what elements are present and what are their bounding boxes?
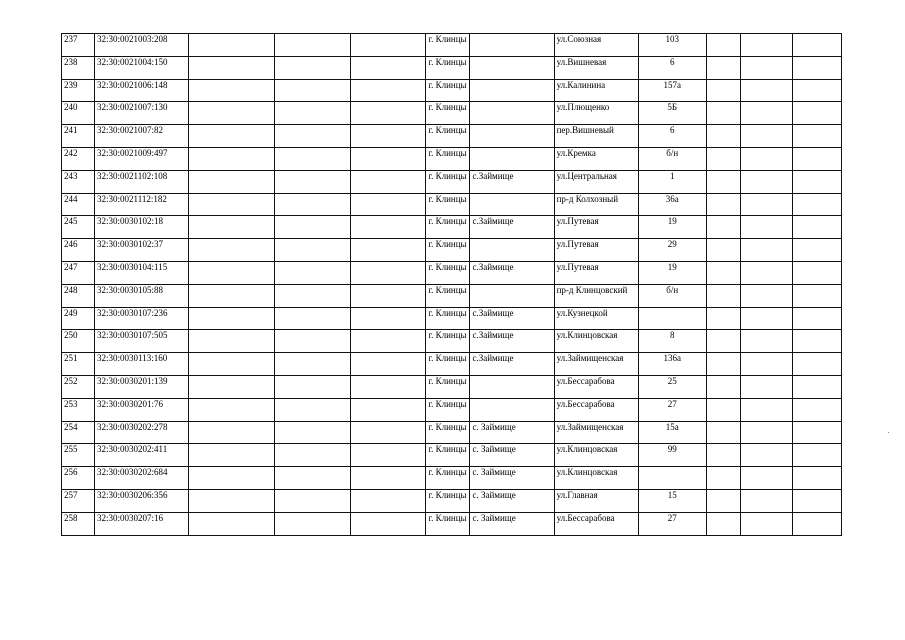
cadastral-number: 32:30:0030206:356 [95, 489, 189, 512]
table-row [62, 261, 842, 284]
cadastral-number: 32:30:0030105:88 [95, 284, 189, 307]
row-number: 240 [62, 102, 95, 125]
street-cell: пр-д Клинцовский [554, 284, 638, 307]
table-row [62, 307, 842, 330]
village-cell [470, 125, 554, 148]
empty-cell [275, 330, 351, 353]
empty-cell [351, 147, 426, 170]
village-cell [470, 102, 554, 125]
empty-cell [740, 147, 792, 170]
empty-cell [351, 193, 426, 216]
empty-cell [740, 489, 792, 512]
empty-cell [792, 330, 841, 353]
empty-cell [740, 307, 792, 330]
empty-cell [275, 489, 351, 512]
street-cell: ул.Клинцовская [554, 330, 638, 353]
city-cell: г. Клинцы [426, 56, 470, 79]
row-number: 238 [62, 56, 95, 79]
empty-cell [351, 216, 426, 239]
empty-cell [275, 421, 351, 444]
cadastral-number: 32:30:0021112:182 [95, 193, 189, 216]
cadastral-number: 32:30:0030104:115 [95, 261, 189, 284]
empty-cell [706, 375, 740, 398]
empty-cell [189, 330, 275, 353]
village-cell [470, 193, 554, 216]
village-cell: с. Займище [470, 467, 554, 490]
empty-cell [275, 261, 351, 284]
registry-rows [62, 34, 842, 536]
empty-cell [740, 125, 792, 148]
empty-cell [706, 512, 740, 535]
empty-cell [275, 444, 351, 467]
house-number: 103 [638, 34, 706, 57]
street-cell: ул.Плющенко [554, 102, 638, 125]
village-cell [470, 239, 554, 262]
empty-cell [189, 398, 275, 421]
city-cell: г. Клинцы [426, 170, 470, 193]
empty-cell [706, 147, 740, 170]
row-number: 252 [62, 375, 95, 398]
empty-cell [792, 444, 841, 467]
empty-cell [351, 512, 426, 535]
house-number: 157а [638, 79, 706, 102]
street-cell: ул.Клинцовская [554, 467, 638, 490]
empty-cell [740, 56, 792, 79]
village-cell: с. Займище [470, 421, 554, 444]
table-row [62, 398, 842, 421]
village-cell [470, 147, 554, 170]
empty-cell [351, 444, 426, 467]
table-row [62, 79, 842, 102]
street-cell: пер.Вишневый [554, 125, 638, 148]
empty-cell [351, 170, 426, 193]
empty-cell [740, 284, 792, 307]
street-cell: ул.Калинина [554, 79, 638, 102]
empty-cell [740, 353, 792, 376]
village-cell: с.Займище [470, 170, 554, 193]
cadastral-number: 32:30:0030107:236 [95, 307, 189, 330]
empty-cell [275, 375, 351, 398]
city-cell: г. Клинцы [426, 444, 470, 467]
table-row [62, 239, 842, 262]
city-cell: г. Клинцы [426, 284, 470, 307]
empty-cell [792, 147, 841, 170]
empty-cell [351, 239, 426, 262]
street-cell: ул.Путевая [554, 216, 638, 239]
house-number: 99 [638, 444, 706, 467]
cadastral-number: 32:30:0021006:148 [95, 79, 189, 102]
empty-cell [792, 193, 841, 216]
row-number: 258 [62, 512, 95, 535]
empty-cell [351, 353, 426, 376]
empty-cell [189, 125, 275, 148]
empty-cell [740, 102, 792, 125]
house-number: 19 [638, 216, 706, 239]
empty-cell [189, 147, 275, 170]
empty-cell [792, 489, 841, 512]
city-cell: г. Клинцы [426, 261, 470, 284]
registry-table [61, 33, 842, 536]
house-number: 1 [638, 170, 706, 193]
empty-cell [740, 193, 792, 216]
table-row [62, 147, 842, 170]
table-row [62, 467, 842, 490]
street-cell: ул.Клинцовская [554, 444, 638, 467]
city-cell: г. Клинцы [426, 421, 470, 444]
empty-cell [351, 467, 426, 490]
city-cell: г. Клинцы [426, 239, 470, 262]
row-number: 248 [62, 284, 95, 307]
empty-cell [351, 421, 426, 444]
street-cell: ул.Кузнецкой [554, 307, 638, 330]
empty-cell [740, 512, 792, 535]
cadastral-number: 32:30:0021003:208 [95, 34, 189, 57]
empty-cell [706, 34, 740, 57]
city-cell: г. Клинцы [426, 467, 470, 490]
street-cell: ул.Кремка [554, 147, 638, 170]
street-cell: ул.Бессарабова [554, 512, 638, 535]
table-row [62, 102, 842, 125]
row-number: 255 [62, 444, 95, 467]
empty-cell [189, 353, 275, 376]
empty-cell [275, 216, 351, 239]
empty-cell [792, 216, 841, 239]
empty-cell [351, 79, 426, 102]
empty-cell [706, 444, 740, 467]
table-row [62, 125, 842, 148]
empty-cell [189, 102, 275, 125]
empty-cell [706, 79, 740, 102]
table-row [62, 353, 842, 376]
row-number: 257 [62, 489, 95, 512]
village-cell: с.Займище [470, 307, 554, 330]
house-number: 136а [638, 353, 706, 376]
empty-cell [275, 284, 351, 307]
village-cell [470, 56, 554, 79]
house-number: 27 [638, 398, 706, 421]
cadastral-number: 32:30:0030201:139 [95, 375, 189, 398]
row-number: 250 [62, 330, 95, 353]
empty-cell [275, 79, 351, 102]
house-number: 15 [638, 489, 706, 512]
cadastral-number: 32:30:0030202:684 [95, 467, 189, 490]
cadastral-number: 32:30:0030113:160 [95, 353, 189, 376]
empty-cell [740, 375, 792, 398]
row-number: 254 [62, 421, 95, 444]
house-number: 36а [638, 193, 706, 216]
row-number: 244 [62, 193, 95, 216]
row-number: 251 [62, 353, 95, 376]
house-number: 8 [638, 330, 706, 353]
city-cell: г. Клинцы [426, 398, 470, 421]
empty-cell [740, 421, 792, 444]
row-number: 253 [62, 398, 95, 421]
empty-cell [792, 512, 841, 535]
empty-cell [792, 125, 841, 148]
empty-cell [275, 467, 351, 490]
cadastral-number: 32:30:0030207:16 [95, 512, 189, 535]
empty-cell [740, 79, 792, 102]
table-row [62, 170, 842, 193]
village-cell: с.Займище [470, 330, 554, 353]
empty-cell [740, 239, 792, 262]
house-number [638, 467, 706, 490]
city-cell: г. Клинцы [426, 512, 470, 535]
row-number: 249 [62, 307, 95, 330]
empty-cell [351, 307, 426, 330]
village-cell [470, 284, 554, 307]
city-cell: г. Клинцы [426, 125, 470, 148]
empty-cell [275, 239, 351, 262]
city-cell: г. Клинцы [426, 216, 470, 239]
row-number: 246 [62, 239, 95, 262]
empty-cell [792, 284, 841, 307]
empty-cell [740, 398, 792, 421]
empty-cell [792, 421, 841, 444]
table-row [62, 330, 842, 353]
empty-cell [706, 421, 740, 444]
cadastral-number: 32:30:0030202:278 [95, 421, 189, 444]
empty-cell [275, 512, 351, 535]
cadastral-number: 32:30:0021007:130 [95, 102, 189, 125]
cadastral-number: 32:30:0021102:108 [95, 170, 189, 193]
empty-cell [351, 261, 426, 284]
empty-cell [351, 34, 426, 57]
house-number: 6 [638, 125, 706, 148]
scan-speck [888, 432, 889, 433]
empty-cell [792, 102, 841, 125]
house-number: 5Б [638, 102, 706, 125]
row-number: 241 [62, 125, 95, 148]
empty-cell [351, 56, 426, 79]
empty-cell [275, 125, 351, 148]
empty-cell [706, 467, 740, 490]
empty-cell [706, 489, 740, 512]
table-row [62, 216, 842, 239]
empty-cell [792, 307, 841, 330]
village-cell [470, 34, 554, 57]
empty-cell [189, 261, 275, 284]
village-cell [470, 79, 554, 102]
street-cell: ул.Главная [554, 489, 638, 512]
street-cell: ул.Бессарабова [554, 398, 638, 421]
empty-cell [275, 34, 351, 57]
empty-cell [740, 330, 792, 353]
empty-cell [275, 307, 351, 330]
cadastral-number: 32:30:0030102:18 [95, 216, 189, 239]
city-cell: г. Клинцы [426, 330, 470, 353]
city-cell: г. Клинцы [426, 375, 470, 398]
empty-cell [189, 444, 275, 467]
city-cell: г. Клинцы [426, 353, 470, 376]
empty-cell [351, 398, 426, 421]
cadastral-number: 32:30:0021009:497 [95, 147, 189, 170]
table-row [62, 421, 842, 444]
empty-cell [706, 284, 740, 307]
table-row [62, 489, 842, 512]
table-row [62, 34, 842, 57]
empty-cell [706, 56, 740, 79]
village-cell: с.Займище [470, 353, 554, 376]
house-number: 27 [638, 512, 706, 535]
city-cell: г. Клинцы [426, 102, 470, 125]
cadastral-number: 32:30:0021007:82 [95, 125, 189, 148]
city-cell: г. Клинцы [426, 34, 470, 57]
village-cell: с. Займище [470, 489, 554, 512]
empty-cell [351, 284, 426, 307]
empty-cell [706, 239, 740, 262]
empty-cell [189, 512, 275, 535]
empty-cell [792, 467, 841, 490]
village-cell: с.Займище [470, 261, 554, 284]
empty-cell [706, 193, 740, 216]
empty-cell [706, 261, 740, 284]
empty-cell [275, 56, 351, 79]
street-cell: ул.Союзная [554, 34, 638, 57]
empty-cell [275, 170, 351, 193]
village-cell: с.Займище [470, 216, 554, 239]
city-cell: г. Клинцы [426, 307, 470, 330]
city-cell: г. Клинцы [426, 489, 470, 512]
street-cell: пр-д Колхозный [554, 193, 638, 216]
village-cell [470, 375, 554, 398]
street-cell: ул.Займищенская [554, 421, 638, 444]
cadastral-number: 32:30:0030107:505 [95, 330, 189, 353]
empty-cell [706, 216, 740, 239]
cadastral-number: 32:30:0030202:411 [95, 444, 189, 467]
empty-cell [351, 125, 426, 148]
table-row [62, 512, 842, 535]
empty-cell [792, 261, 841, 284]
empty-cell [189, 34, 275, 57]
empty-cell [189, 284, 275, 307]
empty-cell [275, 398, 351, 421]
house-number [638, 307, 706, 330]
cadastral-number: 32:30:0021004:150 [95, 56, 189, 79]
empty-cell [792, 375, 841, 398]
empty-cell [351, 375, 426, 398]
empty-cell [792, 353, 841, 376]
street-cell: ул.Вишневая [554, 56, 638, 79]
row-number: 239 [62, 79, 95, 102]
empty-cell [275, 353, 351, 376]
row-number: 243 [62, 170, 95, 193]
empty-cell [706, 307, 740, 330]
house-number: 19 [638, 261, 706, 284]
empty-cell [189, 239, 275, 262]
house-number: 6 [638, 56, 706, 79]
street-cell: ул.Бессарабова [554, 375, 638, 398]
city-cell: г. Клинцы [426, 193, 470, 216]
empty-cell [351, 489, 426, 512]
house-number: 25 [638, 375, 706, 398]
empty-cell [740, 34, 792, 57]
empty-cell [275, 193, 351, 216]
empty-cell [740, 216, 792, 239]
empty-cell [706, 353, 740, 376]
house-number: б/н [638, 147, 706, 170]
table-row [62, 444, 842, 467]
empty-cell [740, 467, 792, 490]
empty-cell [792, 79, 841, 102]
house-number: 29 [638, 239, 706, 262]
empty-cell [706, 170, 740, 193]
row-number: 237 [62, 34, 95, 57]
row-number: 245 [62, 216, 95, 239]
empty-cell [706, 330, 740, 353]
city-cell: г. Клинцы [426, 79, 470, 102]
house-number: б/н [638, 284, 706, 307]
empty-cell [189, 193, 275, 216]
cadastral-number: 32:30:0030102:37 [95, 239, 189, 262]
empty-cell [706, 398, 740, 421]
empty-cell [275, 147, 351, 170]
empty-cell [189, 56, 275, 79]
village-cell: с. Займище [470, 512, 554, 535]
table-row [62, 56, 842, 79]
empty-cell [189, 307, 275, 330]
row-number: 247 [62, 261, 95, 284]
house-number: 15а [638, 421, 706, 444]
empty-cell [792, 239, 841, 262]
empty-cell [740, 170, 792, 193]
empty-cell [275, 102, 351, 125]
table-row [62, 193, 842, 216]
empty-cell [740, 444, 792, 467]
row-number: 242 [62, 147, 95, 170]
empty-cell [189, 467, 275, 490]
empty-cell [706, 102, 740, 125]
village-cell [470, 398, 554, 421]
village-cell: с. Займище [470, 444, 554, 467]
empty-cell [189, 489, 275, 512]
city-cell: г. Клинцы [426, 147, 470, 170]
table-row [62, 375, 842, 398]
empty-cell [792, 170, 841, 193]
empty-cell [792, 34, 841, 57]
empty-cell [706, 125, 740, 148]
empty-cell [189, 375, 275, 398]
street-cell: ул.Путевая [554, 261, 638, 284]
empty-cell [792, 398, 841, 421]
street-cell: ул.Путевая [554, 239, 638, 262]
empty-cell [189, 421, 275, 444]
table-row [62, 284, 842, 307]
empty-cell [740, 261, 792, 284]
cadastral-number: 32:30:0030201:76 [95, 398, 189, 421]
empty-cell [189, 79, 275, 102]
row-number: 256 [62, 467, 95, 490]
empty-cell [189, 170, 275, 193]
empty-cell [189, 216, 275, 239]
empty-cell [351, 330, 426, 353]
empty-cell [351, 102, 426, 125]
street-cell: ул.Займищенская [554, 353, 638, 376]
empty-cell [792, 56, 841, 79]
street-cell: ул.Центральная [554, 170, 638, 193]
